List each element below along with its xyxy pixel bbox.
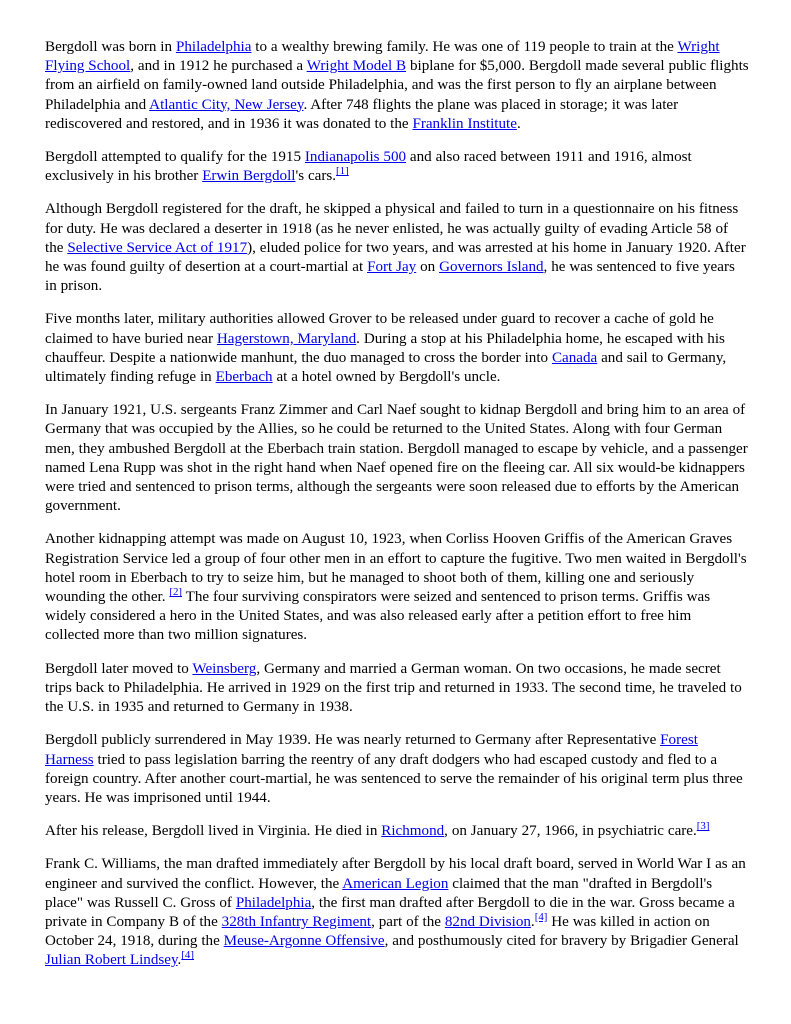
text-run: Frank C. Williams, the man drafted immediately after Bergdoll by his local draft board, served in World War I as an engineer and survived the conflict. However, the: [45, 856, 746, 892]
reference-link[interactable]: [2]: [169, 586, 183, 599]
wiki-link[interactable]: Erwin Bergdoll: [202, 168, 296, 185]
wiki-link[interactable]: Wright Flying School: [45, 39, 720, 75]
paragraph: [45, 38, 749, 134]
text-run: Another kidnapping attempt was made on August 10, 1923, when Corliss Hooven Griffis of the American Graves Registration Service led a group of four other men in an effort to capture the fugitive. Two men waited in Bergdoll's hotel room in Eberbach to try to seize him, but he managed to shoot both of them, killing one and seriously wounding the other.: [45, 531, 747, 606]
paragraph: [45, 310, 749, 387]
paragraph: [45, 822, 749, 841]
text-run: Bergdoll later moved to: [45, 660, 193, 677]
wiki-link[interactable]: Meuse-Argonne Offensive: [223, 933, 385, 950]
wiki-link[interactable]: Eberbach: [215, 369, 273, 386]
wiki-link[interactable]: Atlantic City, New Jersey: [149, 96, 304, 113]
text-run: , part of the: [371, 913, 445, 930]
text-run: ), eluded police for two years, and was arrested at his home in January 1920. After he was found guilty of desertion at a court-martial at: [45, 239, 746, 276]
text-run: . After 748 flights the plane was placed in storage; it was later rediscovered and restored, and in 1936 it was donated to the: [45, 96, 679, 132]
wiki-link[interactable]: Governors Island: [439, 259, 544, 276]
reference-marker[interactable]: [697, 820, 710, 832]
paragraph: [45, 530, 749, 645]
wiki-link[interactable]: Franklin Institute: [412, 115, 517, 132]
text-run: Five months later, military authorities allowed Grover to be released under guard to recover a cache of gold he claimed to have buried near: [45, 311, 714, 347]
wiki-link[interactable]: Julian Robert Lindsey: [45, 952, 178, 969]
paragraph: [45, 855, 749, 970]
text-run: at a hotel owned by Bergdoll's uncle.: [272, 369, 501, 386]
text-run: tried to pass legislation barring the reentry of any draft dodgers who had escaped custody and fled to a foreign country. After another court-martial, he was sentenced to serve the remainder of his original term plus three years. He was imprisoned until 1944.: [45, 751, 743, 806]
wiki-link[interactable]: Indianapolis 500: [304, 149, 407, 166]
text-run: , on January 27, 1966, in psychiatric care.: [444, 823, 697, 840]
paragraph: [45, 148, 749, 186]
paragraph: [45, 660, 749, 718]
text-run: , and posthumously cited for bravery by Brigadier General: [384, 933, 739, 950]
text-run: on: [416, 259, 440, 276]
text-run: , the first man drafted after Bergdoll to die in the war. Gross became a private in Company B of the: [45, 894, 735, 930]
wiki-link[interactable]: Wright Model B: [306, 58, 407, 75]
text-run: In January 1921, U.S. sergeants Franz Zimmer and Carl Naef sought to kidnap Bergdoll and bring him to an area of Germany that was occupied by the Allies, so he could be returned to the United States. Along with four German men, they ambushed Bergdoll at the Eberbach train station. Bergdoll managed to escape by vehicle, and a passenger named Lena Rupp was shot in the right hand when Naef opened fire on the fleeing car. All six would-be kidnappers were tried and sentenced to prison terms, although the sergeants were soon released due to efforts by the American government.: [45, 402, 748, 515]
wiki-link[interactable]: Richmond: [381, 823, 445, 840]
wiki-link[interactable]: 328th Infantry Regiment: [221, 913, 372, 930]
wiki-link[interactable]: Hagerstown, Maryland: [216, 330, 357, 347]
text-run: and sail to Germany, ultimately finding refuge in: [45, 349, 727, 386]
reference-marker[interactable]: [169, 586, 182, 598]
text-run: After his release, Bergdoll lived in Virginia. He died in: [45, 823, 382, 840]
reference-link[interactable]: [1]: [336, 165, 349, 178]
text-run: , he was sentenced to five years in prison.: [45, 259, 735, 295]
text-run: and also raced between 1911 and 1916, almost exclusively in his brother: [45, 149, 692, 185]
wiki-link[interactable]: Fort Jay: [367, 259, 417, 276]
reference-marker[interactable]: [535, 911, 548, 923]
text-run: claimed that the man "drafted in Bergdoll's place" was Russell C. Gross of: [45, 875, 713, 911]
wiki-link[interactable]: 82nd Division: [444, 913, 531, 930]
text-run: . During a stop at his Philadelphia home, he escaped with his chauffeur. Despite a nationwide manhunt, the duo managed to cross the border into: [45, 330, 725, 366]
text-run: He was killed in action on October 24, 1918, during the: [45, 913, 710, 950]
wiki-link[interactable]: Forest Harness: [45, 732, 698, 768]
text-run: to a wealthy brewing family. He was one of 119 people to train at the: [251, 39, 678, 55]
reference-marker[interactable]: [181, 949, 194, 961]
text-run: .: [530, 913, 535, 930]
reference-link[interactable]: [4]: [181, 949, 194, 962]
text-run: Bergdoll was born in: [45, 39, 176, 55]
text-run: 's cars.: [295, 168, 337, 185]
text-run: , Germany and married a German woman. On two occasions, he made secret trips back to Philadelphia. He arrived in 1929 on the first trip and returned in 1933. The second time, he traveled to the U.S. in 1935 and returned to Germany in 1938.: [45, 660, 742, 716]
text-run: .: [516, 115, 521, 132]
wiki-link[interactable]: Selective Service Act of 1917: [67, 239, 248, 256]
paragraph: [45, 401, 749, 516]
text-run: .: [177, 952, 182, 969]
wiki-link[interactable]: Canada: [551, 349, 598, 366]
reference-link[interactable]: [4]: [534, 910, 548, 923]
wiki-link[interactable]: Weinsberg: [192, 660, 257, 677]
paragraph: [45, 731, 749, 808]
wiki-link[interactable]: Philadelphia: [235, 894, 312, 911]
text-run: biplane for $5,000. Bergdoll made several public flights from an airfield on family-owned land outside Philadelphia, and was the first person to fly an airplane between Philadelphia and: [45, 58, 749, 113]
reference-marker[interactable]: [336, 165, 349, 177]
text-run: The four surviving conspirators were seized and sentenced to prison terms. Griffis was widely considered a hero in the United States, and was also released early after a petition effort to free him collected more than two million signatures.: [45, 589, 711, 644]
text-run: Bergdoll publicly surrendered in May 1939. He was nearly returned to Germany after Representative: [45, 732, 661, 749]
text-run: Bergdoll attempted to qualify for the 1915: [45, 149, 305, 166]
text-run: , and in 1912 he purchased a: [130, 58, 307, 75]
wiki-link[interactable]: American Legion: [342, 875, 449, 892]
wiki-link[interactable]: Philadelphia: [175, 39, 252, 55]
paragraph: [45, 200, 749, 296]
article-body: [45, 38, 749, 971]
text-run: Although Bergdoll registered for the draft, he skipped a physical and failed to turn in a questionnaire on his fitness for duty. He was declared a deserter in 1918 (as he never enlisted, he was actually guilty of evading Article 58 of the: [45, 201, 739, 256]
reference-link[interactable]: [3]: [696, 820, 710, 833]
